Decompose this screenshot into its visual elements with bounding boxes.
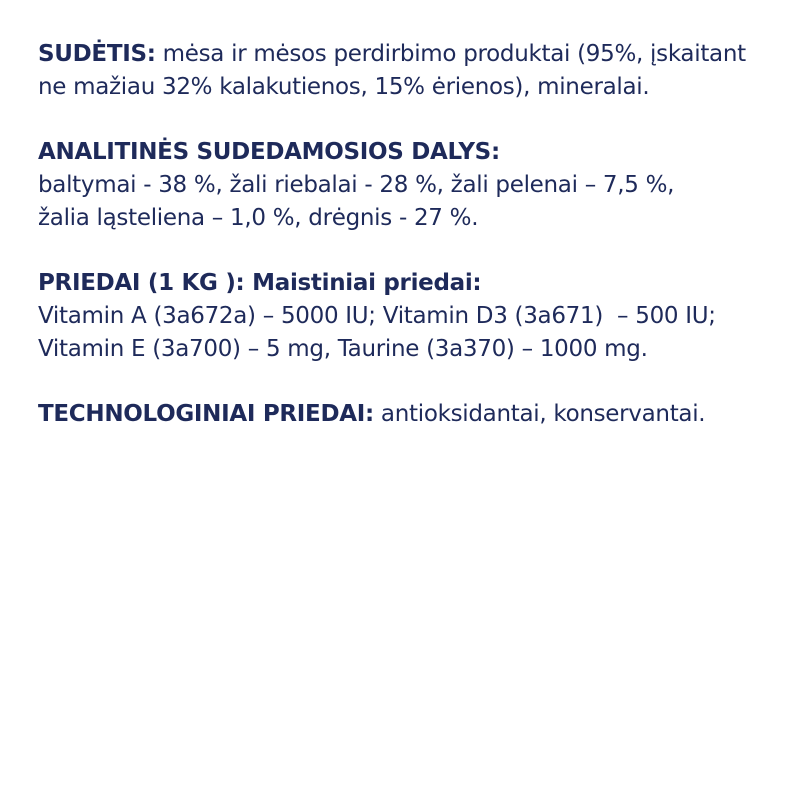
technological-text-1: antioksidantai, konservantai. bbox=[373, 401, 706, 427]
additives-heading: PRIEDAI (1 KG ): Maistiniai priedai: bbox=[38, 270, 482, 296]
composition-text-2: ne mažiau 32% kalakutienos, 15% ėrienos), mineralai. bbox=[38, 74, 650, 100]
technological-line-1 bbox=[38, 398, 770, 431]
technological-heading: TECHNOLOGINIAI PRIEDAI: bbox=[38, 401, 374, 427]
analytical-text-1: baltymai - 38 %, žali riebalai - 28 %, žali pelenai – 7,5 %, bbox=[38, 172, 675, 198]
composition-text-1: mėsa ir mėsos perdirbimo produktai (95%, įskaitant bbox=[155, 41, 746, 67]
section-analytical-constituents bbox=[38, 136, 770, 235]
section-composition bbox=[38, 38, 770, 104]
additives-text-1: Vitamin A (3a672a) – 5000 IU; Vitamin D3 (3a671) – 500 IU; bbox=[38, 303, 716, 329]
composition-line-1 bbox=[38, 38, 770, 71]
additives-text-2: Vitamin E (3a700) – 5 mg, Taurine (3a370) – 1000 mg. bbox=[38, 336, 648, 362]
analytical-text-2: žalia ląsteliena – 1,0 %, drėgnis - 27 %. bbox=[38, 205, 479, 231]
section-additives bbox=[38, 267, 770, 366]
analytical-heading: ANALITINĖS SUDEDAMOSIOS DALYS: bbox=[38, 139, 500, 165]
section-technological-additives bbox=[38, 398, 770, 431]
composition-heading: SUDĖTIS: bbox=[38, 41, 156, 67]
